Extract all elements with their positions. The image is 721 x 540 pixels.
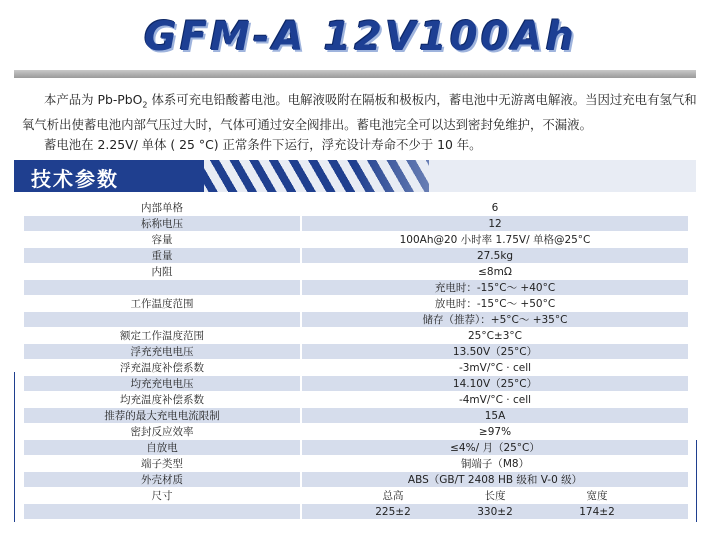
- spec-value: -4mV/°C · cell: [301, 392, 688, 408]
- spec-value: 27.5kg: [301, 248, 688, 264]
- spec-label: 内部单格: [24, 200, 301, 216]
- description-paragraph-2: 蓄电池在 2.25V/ 单体 ( 25 °C) 正常条件下运行，浮充设计寿命不少于 10 年。: [44, 137, 482, 153]
- description-paragraph-1: [22, 90, 698, 135]
- size-length-label: 长度: [484, 489, 506, 502]
- spec-label-empty: [24, 312, 301, 328]
- size-width-value: 174±2: [579, 505, 615, 518]
- spec-value: 12: [301, 216, 688, 232]
- size-headers: [301, 488, 688, 504]
- spec-label: 额定工作温度范围: [24, 328, 301, 344]
- spec-value: 14.10V（25°C）: [301, 376, 688, 392]
- spec-label: 外壳材质: [24, 472, 301, 488]
- spec-label: 容量: [24, 232, 301, 248]
- size-values: [301, 504, 688, 520]
- right-accent-line: [696, 440, 697, 522]
- spec-label: 均充温度补偿系数: [24, 392, 301, 408]
- table-row: [24, 248, 688, 264]
- description-text-b: 体系可充电铅酸蓄电池。电解液吸附在隔板和极板内，蓄电池中无游离电解液。当因过充电有氢气和氧气析出使蓄电池内部气压过大时，气体可通过安全阀排出。蓄电池完全可以达到密封免维护，不漏液。: [22, 92, 697, 133]
- spec-value: 100Ah@20 小时率 1.75V/ 单格@25°C: [301, 232, 688, 248]
- spec-value: 储存（推荐）：+5°C～ +35°C: [301, 312, 688, 328]
- spec-table: [24, 200, 688, 520]
- size-height-value: 225±2: [375, 505, 411, 518]
- title-divider: [14, 70, 696, 78]
- spec-label: 工作温度范围: [24, 296, 301, 312]
- table-row: [24, 504, 688, 520]
- size-length-value: 330±2: [477, 505, 513, 518]
- spec-value: 13.50V（25°C）: [301, 344, 688, 360]
- spec-label: 自放电: [24, 440, 301, 456]
- page-title: GFM-A 12V100Ah: [144, 14, 577, 60]
- spec-label-empty: [24, 504, 301, 520]
- description-text-a: 本产品为 Pb-PbO: [44, 92, 143, 107]
- table-row: [24, 456, 688, 472]
- spec-label: 浮充充电电压: [24, 344, 301, 360]
- spec-label: 内阻: [24, 264, 301, 280]
- spec-label: 重量: [24, 248, 301, 264]
- table-row: [24, 296, 688, 312]
- spec-value: 充电时：-15°C～ +40°C: [301, 280, 688, 296]
- table-row: [24, 488, 688, 504]
- spec-label: 浮充温度补偿系数: [24, 360, 301, 376]
- table-row: [24, 440, 688, 456]
- spec-label: 均充充电电压: [24, 376, 301, 392]
- size-height-label: 总高: [382, 489, 404, 502]
- table-row: [24, 424, 688, 440]
- table-row: [24, 312, 688, 328]
- table-row: [24, 392, 688, 408]
- spec-label: 密封反应效率: [24, 424, 301, 440]
- spec-value: -3mV/°C · cell: [301, 360, 688, 376]
- table-row: [24, 328, 688, 344]
- description-subscript: 2: [142, 100, 148, 110]
- table-row: [24, 344, 688, 360]
- spec-value: ≥97%: [301, 424, 688, 440]
- spec-label-empty: [24, 280, 301, 296]
- table-row: [24, 360, 688, 376]
- spec-value: 25°C±3°C: [301, 328, 688, 344]
- spec-label: 标称电压: [24, 216, 301, 232]
- table-row: [24, 376, 688, 392]
- spec-label: 尺寸: [24, 488, 301, 504]
- section-title: 技术参数: [31, 167, 119, 191]
- spec-label: 推荐的最大充电电流限制: [24, 408, 301, 424]
- table-row: [24, 200, 688, 216]
- table-row: [24, 280, 688, 296]
- spec-value: ≤4%/ 月（25°C）: [301, 440, 688, 456]
- spec-label: 端子类型: [24, 456, 301, 472]
- product-description: [22, 90, 698, 155]
- spec-value: 15A: [301, 408, 688, 424]
- spec-value: 放电时：-15°C～ +50°C: [301, 296, 688, 312]
- table-row: [24, 216, 688, 232]
- table-row: [24, 408, 688, 424]
- spec-value: 6: [301, 200, 688, 216]
- size-width-label: 宽度: [586, 489, 608, 502]
- table-row: [24, 264, 688, 280]
- spec-value: ≤8mΩ: [301, 264, 688, 280]
- table-row: [24, 472, 688, 488]
- spec-value: ABS（GB/T 2408 HB 级和 V-0 级）: [301, 472, 688, 488]
- banner-fade: [354, 160, 696, 192]
- left-accent-line: [14, 372, 15, 522]
- section-banner: [14, 160, 696, 192]
- spec-value: 铜端子（M8）: [301, 456, 688, 472]
- table-row: [24, 232, 688, 248]
